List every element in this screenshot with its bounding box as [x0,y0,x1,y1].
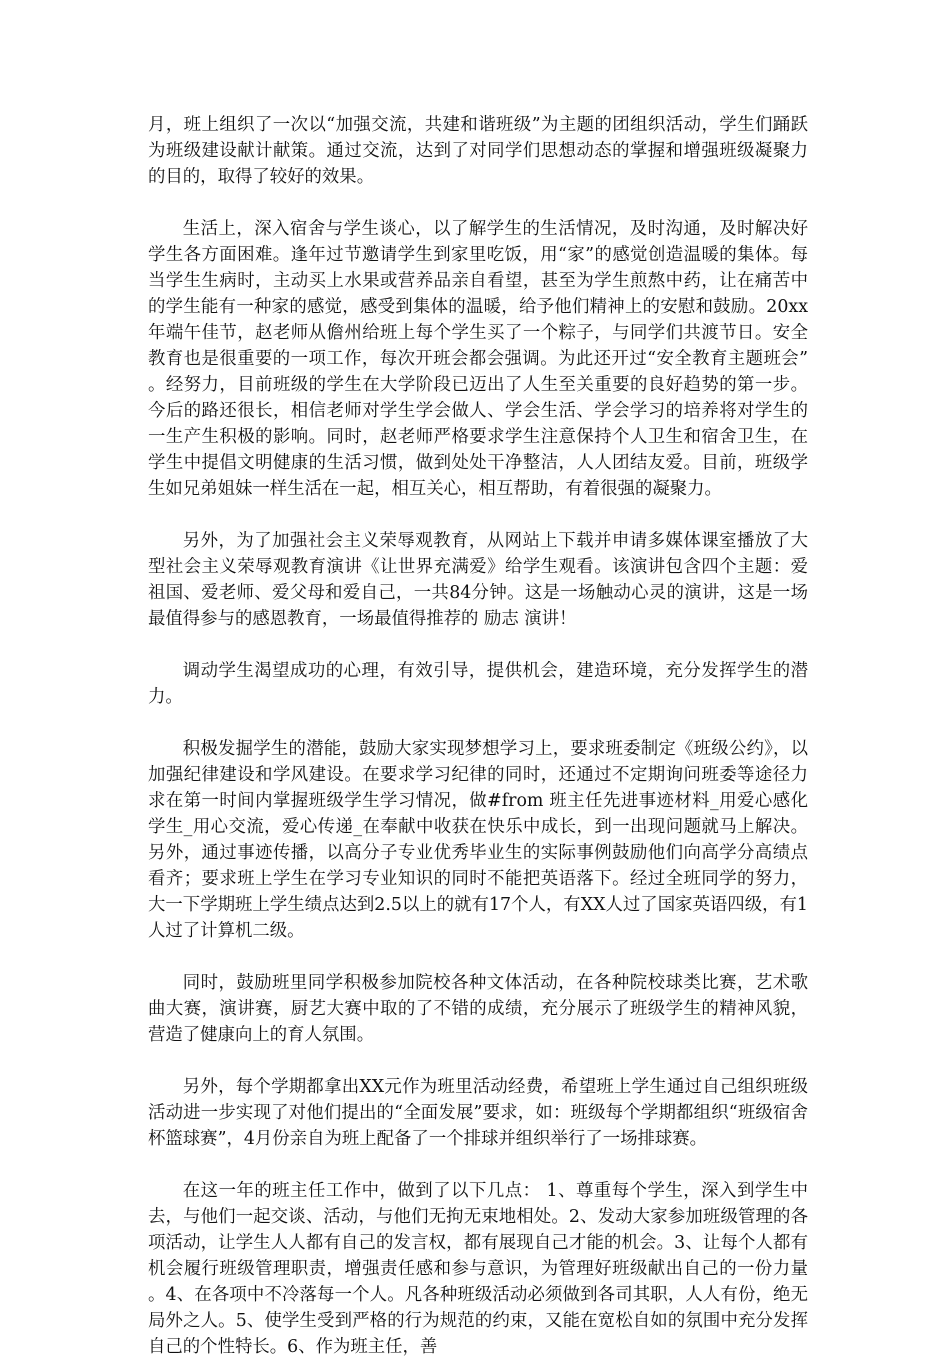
paragraph-4: 调动学生渴望成功的心理，有效引导，提供机会，建造环境，充分发挥学生的潜力。 [148,661,808,707]
document-body [148,112,808,1360]
paragraph-2: 生活上，深入宿舍与学生谈心，以了解学生的生活情况，及时沟通，及时解决好学生各方面困难。逢年过节邀请学生到家里吃饭，用“家”的感觉创造温暖的集体。每当学生生病时，主动买上水果或营养品亲自看望，甚至为学生煎熬中药，让在痛苦中的学生能有一种家的感觉，感受到集体的温暖，给予他们精神上的安慰和鼓励。20xx年端午佳节，赵老师从儋州给班上每个学生买了一个粽子，与同学们共渡节日。安全教育也是很重要的一项工作，每次开班会都会强调。为此还开过“安全教育主题班会”。经努力，目前班级的学生在大学阶段已迈出了人生至关重要的良好趋势的第一步。今后的路还很长，相信老师对学生学会做人、学会生活、学会学习的培养将对学生的一生产生积极的影响。同时，赵老师严格要求学生注意保持个人卫生和宿舍卫生，在学生中提倡文明健康的生活习惯，做到处处干净整洁，人人团结友爱。目前，班级学生如兄弟姐妹一样生活在一起，相互关心，相互帮助，有着很强的凝聚力。 [148,219,808,499]
paragraph-3: 另外，为了加强社会主义荣辱观教育，从网站上下载并申请多媒体课室播放了大型社会主义荣辱观教育演讲《让世界充满爱》给学生观看。该演讲包含四个主题：爱祖国、爱老师、爱父母和爱自己，一共84分钟。这是一场触动心灵的演讲，这是一场最值得参与的感恩教育，一场最值得推荐的 励志 演讲！ [148,531,808,629]
paragraph-6: 同时，鼓励班里同学积极参加院校各种文体活动，在各种院校球类比赛，艺术歌曲大赛，演讲赛，厨艺大赛中取的了不错的成绩，充分展示了班级学生的精神风貌，营造了健康向上的育人氛围。 [148,973,808,1045]
paragraph-7: 另外，每个学期都拿出XX元作为班里活动经费，希望班上学生通过自己组织班级活动进一步实现了对他们提出的“全面发展”要求，如：班级每个学期都组织“班级宿舍杯篮球赛”，4月份亲自为班上配备了一个排球并组织举行了一场排球赛。 [148,1077,808,1149]
paragraph-8: 在这一年的班主任工作中，做到了以下几点： 1、尊重每个学生，深入到学生中去，与他们一起交谈、活动，与他们无拘无束地相处。2、发动大家参加班级管理的各项活动，让学生人人都有自己的发言权，都有展现自己才能的机会。3、让每个人都有机会履行班级管理职责，增强责任感和参与意识，为管理好班级献出自己的一份力量。4、在各项中不冷落每一个人。凡各种班级活动必须做到各司其职，人人有份，绝无局外之人。5、使学生受到严格的行为规范的约束，又能在宽松自如的氛围中充分发挥自己的个性特长。6、作为班主任，善 [148,1181,808,1357]
paragraph-5: 积极发掘学生的潜能，鼓励大家实现梦想学习上，要求班委制定《班级公约》，以加强纪律建设和学风建设。在要求学习纪律的同时，还通过不定期询问班委等途径力求在第一时间内掌握班级学生学习情况，做#from 班主任先进事迹材料_用爱心感化学生_用心交流，爱心传递_在奉献中收获在快乐中成长，到一出现问题就马上解决。另外，通过事迹传播，以高分子专业优秀毕业生的实际事例鼓励他们向高学分高绩点看齐；要求班上学生在学习专业知识的同时不能把英语落下。经过全班同学的努力，大一下学期班上学生绩点达到2.5以上的就有17个人，有XX人过了国家英语四级，有1人过了计算机二级。 [148,739,808,941]
paragraph-1: 月，班上组织了一次以“加强交流，共建和谐班级”为主题的团组织活动，学生们踊跃为班级建设献计献策。通过交流，达到了对同学们思想动态的掌握和增强班级凝聚力的目的，取得了较好的效果。 [148,115,808,187]
